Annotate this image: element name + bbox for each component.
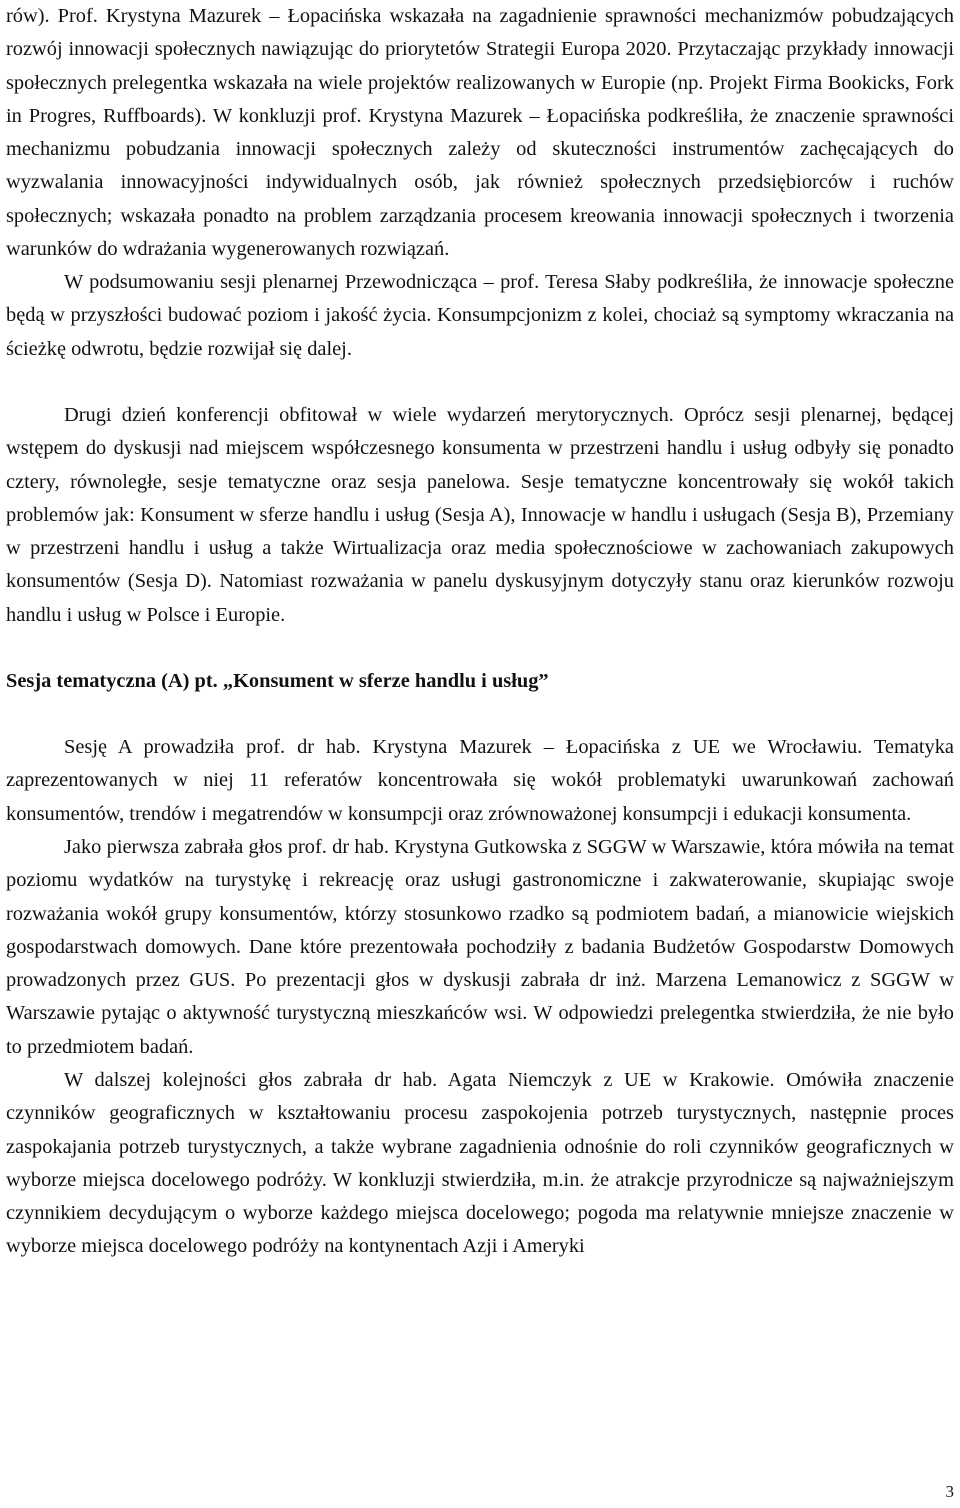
paragraph-plenary-summary: W podsumowaniu sesji plenarnej Przewodnicząca – prof. Teresa Słaby podkreśliła, że innowacje społeczne będą w przyszłości budować poziom i jakość życia. Konsumpcjonizm z kolei, chociaż są symptomy wkraczania na ścieżkę odwrotu, będzie rozwijał się dalej. xyxy=(6,271,954,360)
section-heading: Sesja tematyczna (A) pt. „Konsument w sferze handlu i usług” xyxy=(6,670,549,692)
paragraph-niemczyk: W dalszej kolejności głos zabrała dr hab. Agata Niemczyk z UE w Krakowie. Omówiła znaczenie czynników geograficznych w kształtowaniu procesu zaspokojenia potrzeb turystycznych, następnie proces zaspokajania potrzeb turystycznych, a także wybrane zagadnienia odnośnie do roli czynników geograficznych w wyborze miejsca docelowego podróży. W konkluzji stwierdziła, m.in. że atrakcje przyrodnicze są najważniejszym czynnikiem decydującym o wyborze każdego miejsca docelowego; pogoda ma relatywnie mniejsze znaczenie w wyborze miejsca docelowego podróży na kontynentach Azji i Ameryki xyxy=(6,1069,954,1258)
paragraph-second-day: Drugi dzień konferencji obfitował w wiele wydarzeń merytorycznych. Oprócz sesji plenarnej, będącej wstępem do dyskusji nad miejscem współczesnego konsumenta w przestrzeni handlu i usług odbyły się ponadto cztery, równoległe, sesje tematyczne oraz sesja panelowa. Sesje tematyczne koncentrowały się wokół takich problemów jak: Konsument w sferze handlu i usług (Sesja A), Innowacje w handlu i usługach (Sesja B), Przemiany w przestrzeni handlu i usług a także Wirtualizacja oraz media społecznościowe w zachowaniach zakupowych konsumentów (Sesja D). Natomiast rozważania w panelu dyskusyjnym dotyczyły stanu oraz kierunków rozwoju handlu i usług w Polsce i Europie. xyxy=(6,404,954,626)
paragraph-gutkowska: Jako pierwsza zabrała głos prof. dr hab. Krystyna Gutkowska z SGGW w Warszawie, która mówiła na temat poziomu wydatków na turystykę i rekreację oraz usługi gastronomiczne i zakwaterowanie, skupiając swoje rozważania wokół grupy konsumentów, którzy stosunkowo rzadko są podmiotem badań, a mianowicie wiejskich gospodarstwach domowych. Dane które prezentowała pochodziły z badania Budżetów Gospodarstw Domowych prowadzonych przez GUS. Po prezentacji głos w dyskusji zabrała dr inż. Marzena Lemanowicz z SGGW w Warszawie pytając o aktywność turystyczną mieszkańców wsi. W odpowiedzi prelegentka stwierdziła, że nie było to przedmiotem badań. xyxy=(6,836,954,1058)
paragraph-session-a: Sesję A prowadziła prof. dr hab. Krystyna Mazurek – Łopacińska z UE we Wrocławiu. Tematyka zaprezentowanych w niej 11 referatów koncentrowała się wokół problematyki uwarunkowań zachowań konsumentów, trendów i megatrendów w konsumpcji oraz zrównoważonej konsumpcji i edukacji konsumenta. xyxy=(6,736,954,825)
page-number: 3 xyxy=(945,1482,954,1501)
paragraph-plenary-session: rów). Prof. Krystyna Mazurek – Łopacińska wskazała na zagadnienie sprawności mechanizmów pobudzających rozwój innowacji społecznych nawiązując do priorytetów Strategii Europa 2020. Przytaczając przykłady innowacji społecznych prelegentka wskazała na wiele projektów realizowanych w Europie (np. Projekt Firma Bookicks, Fork in Progres, Ruffboards). W konkluzji prof. Krystyna Mazurek – Łopacińska podkreśliła, że znaczenie sprawności mechanizmu pobudzania innowacji społecznych zależy od skuteczności instrumentów zachęcających do wyzwalania innowacyjności indywidualnych osób, jak również społecznych przedsiębiorców i ruchów społecznych; wskazała ponadto na problem zarządzania procesem kreowania innowacji społecznych i tworzenia warunków do wdrażania wygenerowanych rozwiązań. xyxy=(6,5,954,261)
